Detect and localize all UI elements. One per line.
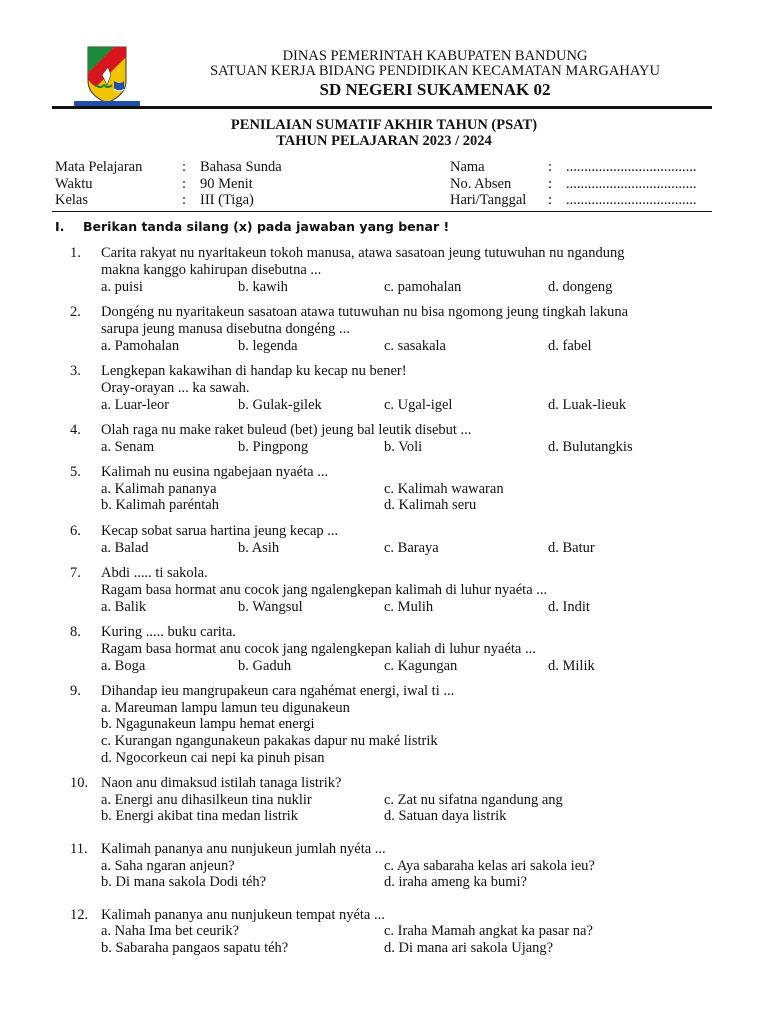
option-b[interactable]: b. Gaduh	[238, 658, 292, 674]
option-a[interactable]: a. Naha Ima bet ceurik?	[101, 923, 240, 939]
absen-label: No. Absen	[450, 176, 512, 192]
question-text: Oray-orayan ... ka sawah.	[101, 380, 250, 396]
question-number: 11.	[70, 841, 88, 857]
option-c[interactable]: c. Mulih	[384, 599, 434, 615]
question-number: 9.	[70, 683, 81, 699]
option-b[interactable]: b. Asih	[238, 540, 280, 556]
option-d[interactable]: d. Bulutangkis	[548, 439, 633, 455]
option-d[interactable]: d. Milik	[548, 658, 595, 674]
option-b[interactable]: b. Kalimah paréntah	[101, 497, 219, 513]
question-text: Ragam basa hormat anu cocok jang ngalengkepan kaliah di luhur nyaéta ...	[101, 641, 536, 657]
name-label: Nama	[450, 159, 485, 175]
option-c[interactable]: c. Ugal-igel	[384, 397, 453, 413]
name-field[interactable]: ....................................	[566, 159, 697, 175]
option-d[interactable]: d. Batur	[548, 540, 595, 556]
subject-colon: :	[182, 159, 187, 175]
option-a[interactable]: a. Luar-leor	[101, 397, 170, 413]
class-label: Kelas	[55, 192, 89, 208]
question-number: 4.	[70, 422, 81, 438]
date-field[interactable]: ....................................	[566, 192, 697, 208]
question-text: sarupa jeung manusa disebutna dongéng ...	[101, 321, 350, 337]
exam-title: PENILAIAN SUMATIF AKHIR TAHUN (PSAT)	[230, 117, 538, 133]
option-d[interactable]: d. Indit	[548, 599, 590, 615]
question-text: makna kanggo kahirupan disebutna ...	[101, 262, 322, 278]
absen-field[interactable]: ....................................	[566, 176, 697, 192]
option-c[interactable]: c. Aya sabaraha kelas ari sakola ieu?	[384, 858, 595, 874]
option-b[interactable]: b. Wangsul	[238, 599, 303, 615]
option-d[interactable]: d. Kalimah seru	[384, 497, 477, 513]
option-a[interactable]: a. Senam	[101, 439, 155, 455]
duration-colon: :	[182, 176, 187, 192]
option-b[interactable]: b. Pingpong	[238, 439, 309, 455]
identity-divider	[52, 211, 712, 212]
class-value: III (Tiga)	[200, 192, 254, 208]
question-text: Dongéng nu nyaritakeun sasatoan atawa tutuwuhan nu bisa ngomong jeung tingkah lakuna	[101, 304, 629, 320]
option-b[interactable]: b. Sabaraha pangaos sapatu téh?	[101, 940, 289, 956]
option-b[interactable]: b. Di mana sakola Dodi téh?	[101, 874, 267, 890]
question-number: 3.	[70, 363, 81, 379]
option-d[interactable]: d. iraha ameng ka bumi?	[384, 874, 527, 890]
section-heading	[55, 219, 449, 235]
option-a[interactable]: a. Saha ngaran anjeun?	[101, 858, 235, 874]
question-number: 5.	[70, 464, 81, 480]
question-text: Dihandap ieu mangrupakeun cara ngahémat energi, iwal ti ...	[101, 683, 455, 699]
option-a[interactable]: a. Pamohalan	[101, 338, 180, 354]
header-unit: SATUAN KERJA BIDANG PENDIDIKAN KECAMATAN MARGAHAYU	[210, 63, 660, 79]
option-b[interactable]: b. legenda	[238, 338, 298, 354]
option-d[interactable]: d. dongeng	[548, 279, 613, 295]
option-b[interactable]: b. Gulak-gilek	[238, 397, 322, 413]
question-text: Kecap sobat sarua hartina jeung kecap ...	[101, 523, 339, 539]
option-c[interactable]: b. Voli	[384, 439, 423, 455]
option-a[interactable]: a. Kalimah pananya	[101, 481, 217, 497]
question-number: 2.	[70, 304, 81, 320]
section-number: I.	[55, 219, 65, 234]
question-text: Kalimah nu eusina ngabejaan nyaéta ...	[101, 464, 329, 480]
question-text: Naon anu dimaksud istilah tanaga listrik?	[101, 775, 342, 791]
subject-label: Mata Pelajaran	[55, 159, 143, 175]
question-text: Abdi ..... ti sakola.	[101, 565, 208, 581]
option-a[interactable]: a. Energi anu dihasilkeun tina nuklir	[101, 792, 312, 808]
option-c[interactable]: c. sasakala	[384, 338, 446, 354]
absen-colon: :	[548, 176, 553, 192]
option-b[interactable]: b. kawih	[238, 279, 288, 295]
question-text: Lengkepan kakawihan di handap ku kecap nu bener!	[101, 363, 407, 379]
duration-label: Waktu	[55, 176, 93, 192]
option-a[interactable]: a. Boga	[101, 658, 146, 674]
section-instruction: Berikan tanda silang (x) pada jawaban yang benar !	[83, 219, 450, 234]
question-number: 7.	[70, 565, 81, 581]
header-agency: DINAS PEMERINTAH KABUPATEN BANDUNG	[282, 48, 588, 64]
date-label: Hari/Tanggal	[450, 192, 527, 208]
option-c[interactable]: c. Baraya	[384, 540, 439, 556]
class-colon: :	[182, 192, 187, 208]
option-c[interactable]: c. Kagungan	[384, 658, 458, 674]
kabupaten-bandung-crest-icon	[74, 45, 140, 107]
question-number: 8.	[70, 624, 81, 640]
duration-value: 90 Menit	[200, 176, 253, 192]
option-d[interactable]: d. Di mana ari sakola Ujang?	[384, 940, 554, 956]
option-a[interactable]: a. Balik	[101, 599, 147, 615]
question-text: Ragam basa hormat anu cocok jang ngalengkepan kalimah di luhur nyaéta ...	[101, 582, 548, 598]
question-number: 10.	[70, 775, 89, 791]
option-a[interactable]: a. Balad	[101, 540, 149, 556]
question-number: 6.	[70, 523, 81, 539]
subject-value: Bahasa Sunda	[200, 159, 282, 175]
question-text: Olah raga nu make raket buleud (bet) jeung bal leutik disebut ...	[101, 422, 472, 438]
question-text: Kuring ..... buku carita.	[101, 624, 236, 640]
option-d[interactable]: d. Satuan daya listrik	[384, 808, 507, 824]
option-d[interactable]: d. fabel	[548, 338, 592, 354]
date-colon: :	[548, 192, 553, 208]
option-a[interactable]: a. puisi	[101, 279, 143, 295]
question-number: 12.	[70, 907, 89, 923]
exam-year: TAHUN PELAJARAN 2023 / 2024	[276, 133, 492, 149]
option-c[interactable]: c. pamohalan	[384, 279, 462, 295]
option-c[interactable]: c. Kurangan ngangunakeun pakakas dapur nu maké listrik	[101, 733, 438, 749]
option-c[interactable]: c. Kalimah wawaran	[384, 481, 504, 497]
header-school-name: SD NEGERI SUKAMENAK 02	[319, 80, 551, 99]
question-text: Kalimah pananya anu nunjukeun jumlah nyéta ...	[101, 841, 386, 857]
option-c[interactable]: c. Iraha Mamah angkat ka pasar na?	[384, 923, 593, 939]
name-colon: :	[548, 159, 553, 175]
option-b[interactable]: b. Ngagunakeun lampu hemat energi	[101, 716, 315, 732]
option-d[interactable]: d. Luak-lieuk	[548, 397, 627, 413]
option-d[interactable]: d. Ngocorkeun cai nepi ka pinuh pisan	[101, 750, 325, 766]
option-a[interactable]: a. Mareuman lampu lamun teu digunakeun	[101, 700, 350, 716]
option-b[interactable]: b. Energi akibat tina medan listrik	[101, 808, 299, 824]
option-c[interactable]: c. Zat nu sifatna ngandung ang	[384, 792, 563, 808]
header-divider	[52, 106, 712, 109]
question-text: Carita rakyat nu nyaritakeun tokoh manusa, atawa sasatoan jeung tutuwuhan nu ngandung	[101, 245, 625, 261]
question-text: Kalimah pananya anu nunjukeun tempat nyéta ...	[101, 907, 385, 923]
question-number: 1.	[70, 245, 81, 261]
